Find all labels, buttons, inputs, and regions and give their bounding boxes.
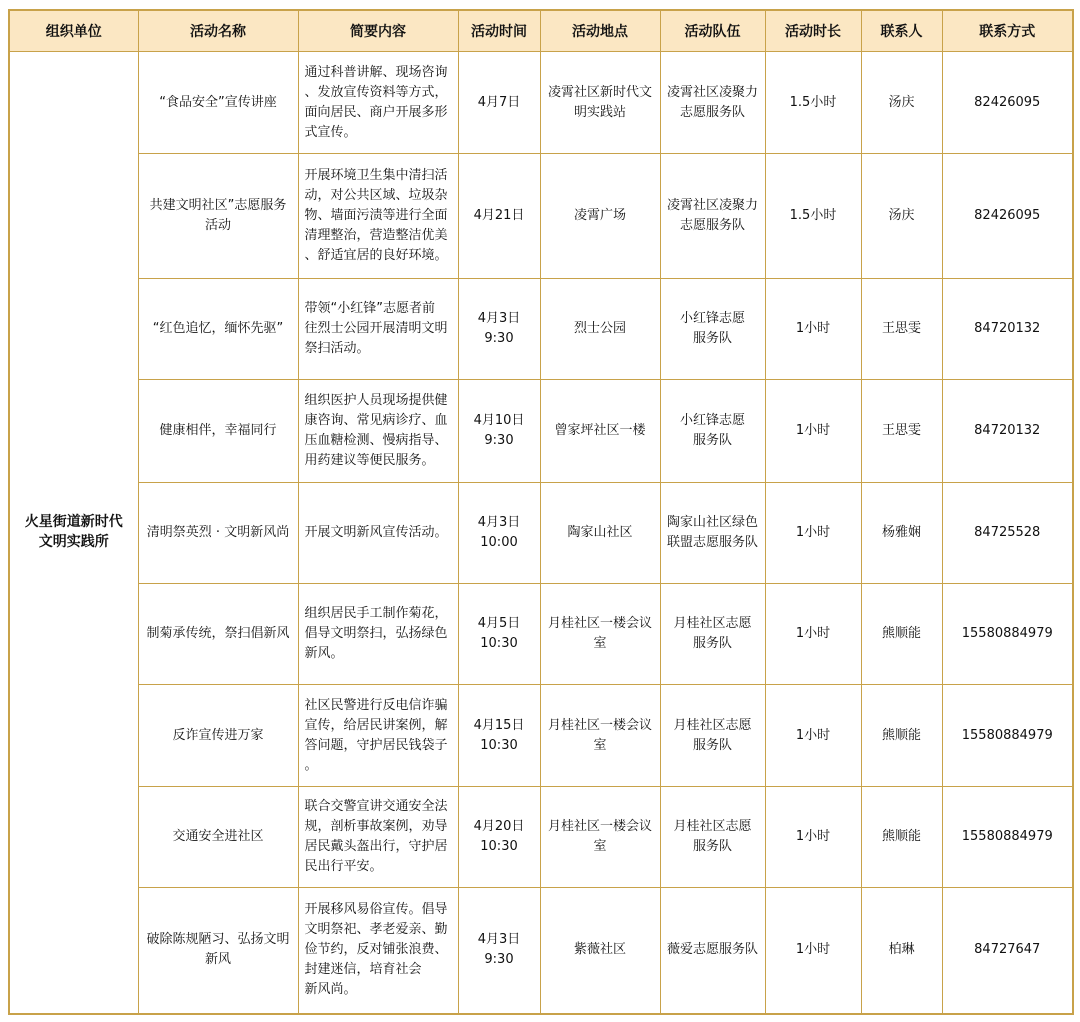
table-row (9, 52, 1073, 154)
activity-contact: 王思雯 (861, 279, 942, 380)
activity-content: 组织居民手工制作菊花， 倡导文明祭扫，弘扬绿色 新风。 (298, 584, 458, 685)
activity-phone: 82426095 (942, 52, 1073, 154)
activity-phone: 84720132 (942, 380, 1073, 483)
activity-team: 月桂社区志愿 服务队 (660, 685, 765, 787)
activity-table (8, 9, 1074, 1015)
activity-content: 开展移风易俗宣传。倡导 文明祭祀、孝老爱亲、勤 俭节约，反对铺张浪费、 封建迷信，培育社会 新风尚。 (298, 888, 458, 1014)
header-time: 活动时间 (458, 10, 540, 52)
activity-content: 带领“小红锋”志愿者前 往烈士公园开展清明文明 祭扫活动。 (298, 279, 458, 380)
activity-contact: 汤庆 (861, 52, 942, 154)
header-org: 组织单位 (9, 10, 138, 52)
activity-phone: 84727647 (942, 888, 1073, 1014)
header-content: 简要内容 (298, 10, 458, 52)
activity-name: “红色追忆，缅怀先驱” (138, 279, 298, 380)
activity-contact: 熊顺能 (861, 685, 942, 787)
activity-time: 4月21日 (458, 154, 540, 279)
activity-duration: 1.5小时 (765, 154, 861, 279)
activity-duration: 1小时 (765, 483, 861, 584)
activity-time: 4月20日 10:30 (458, 787, 540, 888)
table-row (9, 584, 1073, 685)
activity-name: 反诈宣传进万家 (138, 685, 298, 787)
activity-phone: 84725528 (942, 483, 1073, 584)
activity-duration: 1小时 (765, 584, 861, 685)
activity-place: 陶家山社区 (540, 483, 660, 584)
activity-content: 通过科普讲解、现场咨询 、发放宣传资料等方式， 面向居民、商户开展多形 式宣传。 (298, 52, 458, 154)
activity-place: 月桂社区一楼会议 室 (540, 584, 660, 685)
activity-content: 社区民警进行反电信诈骗 宣传，给居民讲案例，解 答问题，守护居民钱袋子 。 (298, 685, 458, 787)
activity-time: 4月3日 10:00 (458, 483, 540, 584)
activity-content: 开展环境卫生集中清扫活 动，对公共区域、垃圾杂 物、墙面污渍等进行全面 清理整治，营造整洁优美 、舒适宜居的良好环境。 (298, 154, 458, 279)
activity-team: 陶家山社区绿色 联盟志愿服务队 (660, 483, 765, 584)
activity-team: 薇爱志愿服务队 (660, 888, 765, 1014)
activity-team: 月桂社区志愿 服务队 (660, 584, 765, 685)
activity-time: 4月3日 9:30 (458, 888, 540, 1014)
activity-duration: 1小时 (765, 787, 861, 888)
table-row (9, 787, 1073, 888)
activity-time: 4月7日 (458, 52, 540, 154)
activity-contact: 熊顺能 (861, 787, 942, 888)
header-contact: 联系人 (861, 10, 942, 52)
activity-phone: 84720132 (942, 279, 1073, 380)
activity-content: 开展文明新风宣传活动。 (298, 483, 458, 584)
activity-name: 健康相伴，幸福同行 (138, 380, 298, 483)
activity-place: 烈士公园 (540, 279, 660, 380)
activity-phone: 82426095 (942, 154, 1073, 279)
table-row (9, 279, 1073, 380)
header-duration: 活动时长 (765, 10, 861, 52)
table-row (9, 888, 1073, 1014)
activity-name: 交通安全进社区 (138, 787, 298, 888)
activity-time: 4月10日 9:30 (458, 380, 540, 483)
activity-content: 联合交警宣讲交通安全法 规，剖析事故案例，劝导 居民戴头盔出行，守护居 民出行平安。 (298, 787, 458, 888)
header-name: 活动名称 (138, 10, 298, 52)
activity-place: 凌霄社区新时代文 明实践站 (540, 52, 660, 154)
activity-place: 凌霄广场 (540, 154, 660, 279)
header-team: 活动队伍 (660, 10, 765, 52)
activity-duration: 1小时 (765, 279, 861, 380)
activity-duration: 1小时 (765, 685, 861, 787)
header-place: 活动地点 (540, 10, 660, 52)
table-row (9, 685, 1073, 787)
activity-name: 制菊承传统，祭扫倡新风 (138, 584, 298, 685)
table-row (9, 483, 1073, 584)
activity-team: 小红锋志愿 服务队 (660, 380, 765, 483)
org-cell: 火星街道新时代 文明实践所 (9, 52, 138, 1014)
activity-duration: 1小时 (765, 380, 861, 483)
activity-contact: 杨雅娴 (861, 483, 942, 584)
activity-place: 月桂社区一楼会议 室 (540, 685, 660, 787)
activity-time: 4月5日 10:30 (458, 584, 540, 685)
activity-place: 月桂社区一楼会议 室 (540, 787, 660, 888)
table-row (9, 380, 1073, 483)
activity-contact: 柏琳 (861, 888, 942, 1014)
activity-contact: 王思雯 (861, 380, 942, 483)
activity-name: 共建文明社区”志愿服务 活动 (138, 154, 298, 279)
activity-place: 曾家坪社区一楼 (540, 380, 660, 483)
activity-contact: 汤庆 (861, 154, 942, 279)
activity-duration: 1.5小时 (765, 52, 861, 154)
activity-phone: 15580884979 (942, 685, 1073, 787)
activity-team: 凌霄社区凌聚力 志愿服务队 (660, 52, 765, 154)
activity-contact: 熊顺能 (861, 584, 942, 685)
activity-time: 4月3日 9:30 (458, 279, 540, 380)
activity-phone: 15580884979 (942, 787, 1073, 888)
activity-team: 月桂社区志愿 服务队 (660, 787, 765, 888)
activity-name: 破除陈规陋习、弘扬文明 新风 (138, 888, 298, 1014)
header-row (9, 10, 1073, 52)
activity-duration: 1小时 (765, 888, 861, 1014)
header-phone: 联系方式 (942, 10, 1073, 52)
activity-team: 凌霄社区凌聚力 志愿服务队 (660, 154, 765, 279)
activity-content: 组织医护人员现场提供健 康咨询、常见病诊疗、血 压血糖检测、慢病指导、 用药建议等便民服务。 (298, 380, 458, 483)
activity-place: 紫薇社区 (540, 888, 660, 1014)
table-row (9, 154, 1073, 279)
activity-time: 4月15日 10:30 (458, 685, 540, 787)
activity-team: 小红锋志愿 服务队 (660, 279, 765, 380)
activity-phone: 15580884979 (942, 584, 1073, 685)
activity-name: “食品安全”宣传讲座 (138, 52, 298, 154)
activity-name: 清明祭英烈 · 文明新风尚 (138, 483, 298, 584)
